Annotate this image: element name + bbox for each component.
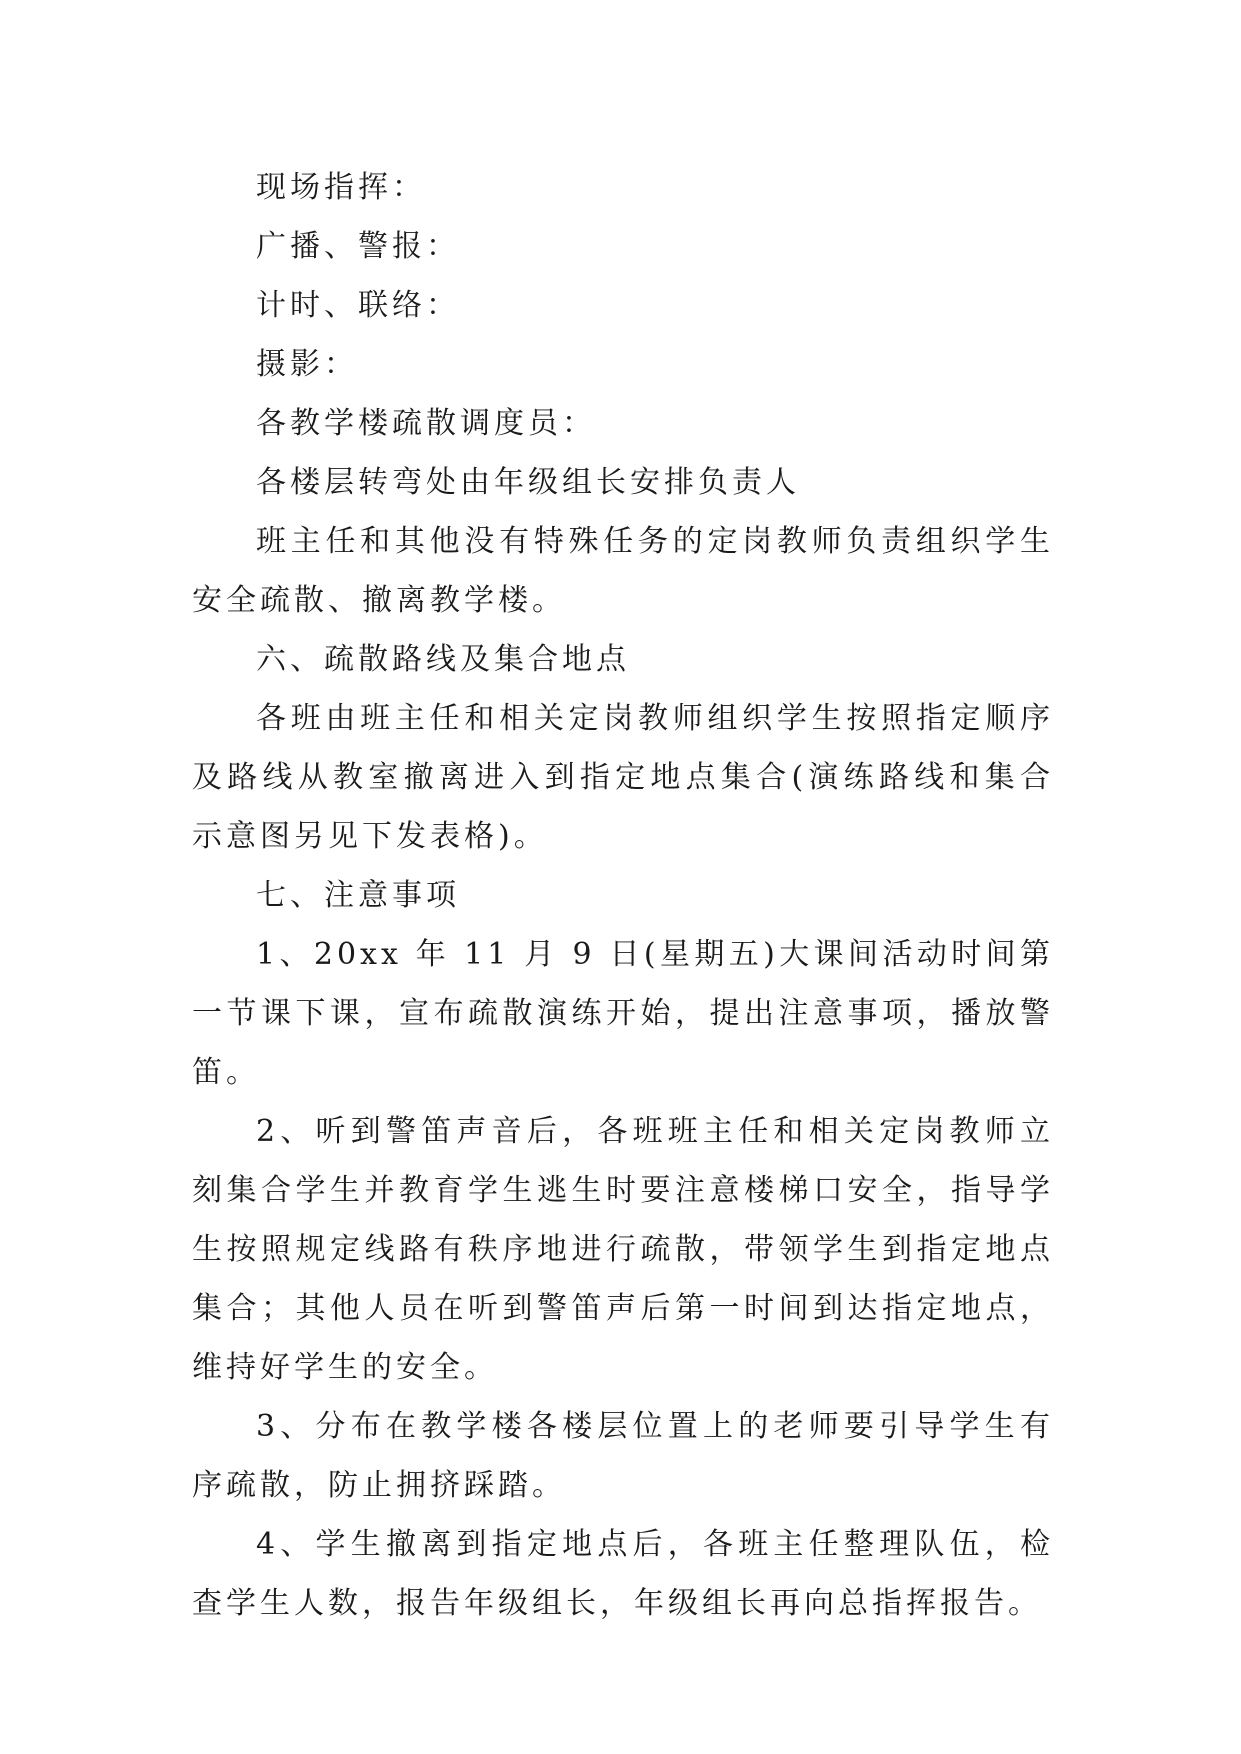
role-field-photography: 摄影： bbox=[256, 347, 358, 382]
paragraph-route-assembly: 各班由班主任和相关定岗教师组织学生按照指定顺序及路线从教室撤离进入到指定地点集合(演练路线和集合示意图另见下发表格)。 bbox=[192, 701, 1054, 854]
section-heading-six: 六、疏散路线及集合地点 bbox=[256, 642, 630, 677]
notice-item-2: 2、听到警笛声音后，各班班主任和相关定岗教师立刻集合学生并教育学生逃生时要注意楼梯口安全，指导学生按照规定线路有秩序地进行疏散，带领学生到指定地点集合；其他人员在听到警笛声后第一时间到达指定地点，维持好学生的安全。 bbox=[192, 1114, 1054, 1385]
role-field-site-command: 现场指挥： bbox=[256, 170, 426, 205]
document-page bbox=[192, 158, 1054, 1633]
paragraph-teacher-duty: 班主任和其他没有特殊任务的定岗教师负责组织学生安全疏散、撤离教学楼。 bbox=[192, 524, 1054, 618]
role-field-timing-liaison: 计时、联络： bbox=[256, 288, 460, 323]
role-field-broadcast-alarm: 广播、警报： bbox=[256, 229, 460, 264]
role-field-building-dispatcher: 各教学楼疏散调度员： bbox=[256, 406, 596, 441]
notice-item-1: 1、20xx 年 11 月 9 日(星期五)大课间活动时间第一节课下课，宣布疏散演练开始，提出注意事项，播放警笛。 bbox=[192, 937, 1054, 1090]
notice-item-3: 3、分布在教学楼各楼层位置上的老师要引导学生有序疏散，防止拥挤踩踏。 bbox=[192, 1409, 1054, 1503]
section-heading-seven: 七、注意事项 bbox=[256, 878, 460, 913]
role-field-floor-corner-staff: 各楼层转弯处由年级组长安排负责人 bbox=[256, 465, 800, 500]
notice-item-4: 4、学生撤离到指定地点后，各班主任整理队伍，检查学生人数，报告年级组长，年级组长再向总指挥报告。 bbox=[192, 1527, 1054, 1621]
